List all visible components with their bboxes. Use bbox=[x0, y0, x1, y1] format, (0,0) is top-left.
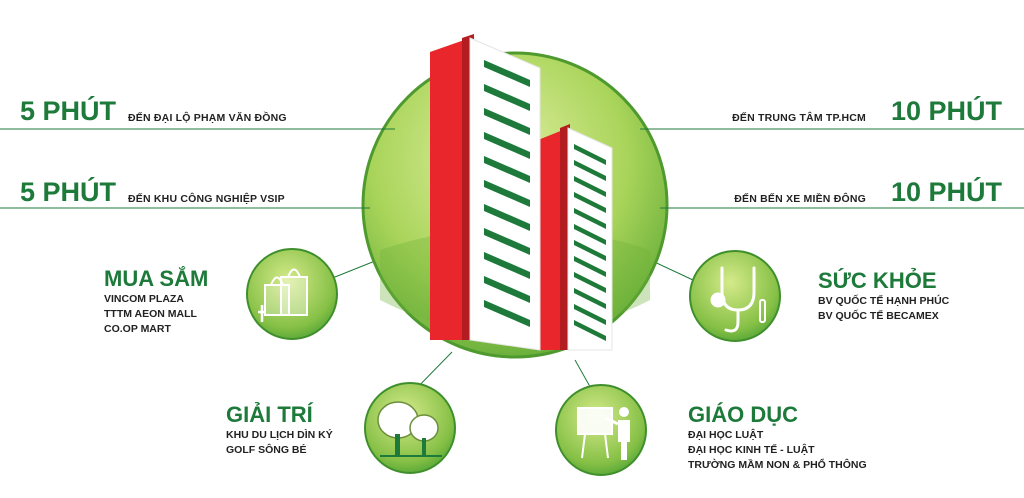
category-item: BV QUỐC TẾ BECAMEX bbox=[818, 310, 939, 322]
category-item: ĐẠI HỌC LUẬT bbox=[688, 429, 764, 441]
distance-label-right-bottom: ĐẾN BẾN XE MIỀN ĐÔNG bbox=[734, 193, 866, 205]
distance-label-left-bottom: ĐẾN KHU CÔNG NGHIỆP VSIP bbox=[128, 193, 285, 205]
distance-label-right-top: ĐẾN TRUNG TÂM TP.HCM bbox=[732, 112, 866, 124]
building-small bbox=[538, 124, 612, 350]
category-item: ĐẠI HỌC KINH TẾ - LUẬT bbox=[688, 444, 815, 456]
category-title: MUA SẮM bbox=[104, 266, 209, 291]
category-health bbox=[818, 268, 949, 324]
category-title: GIÁO DỤC bbox=[688, 402, 798, 427]
category-shopping bbox=[104, 266, 208, 337]
category-title: SỨC KHỎE bbox=[818, 268, 937, 293]
category-item: CO.OP MART bbox=[104, 323, 171, 335]
category-entertainment bbox=[226, 402, 333, 458]
building-tall bbox=[430, 34, 540, 350]
category-title: GIẢI TRÍ bbox=[226, 402, 313, 427]
category-item: TTTM AEON MALL bbox=[104, 308, 197, 320]
category-item: BV QUỐC TẾ HẠNH PHÚC bbox=[818, 295, 950, 307]
category-item: TRƯỜNG MẦM NON & PHỔ THÔNG bbox=[688, 459, 867, 471]
distance-time-left-top: 5 PHÚT bbox=[20, 96, 117, 126]
health-circle bbox=[690, 251, 780, 341]
distance-time-right-bottom: 10 PHÚT bbox=[890, 177, 1002, 207]
category-item: VINCOM PLAZA bbox=[104, 293, 184, 305]
distance-time-left-bottom: 5 PHÚT bbox=[20, 177, 117, 207]
category-item: KHU DU LỊCH DÌN KÝ bbox=[226, 429, 333, 441]
category-item: GOLF SÔNG BÉ bbox=[226, 444, 307, 456]
category-education bbox=[688, 402, 867, 473]
distance-label-left-top: ĐẾN ĐẠI LỘ PHẠM VĂN ĐỒNG bbox=[128, 112, 287, 124]
distance-time-right-top: 10 PHÚT bbox=[890, 96, 1002, 126]
